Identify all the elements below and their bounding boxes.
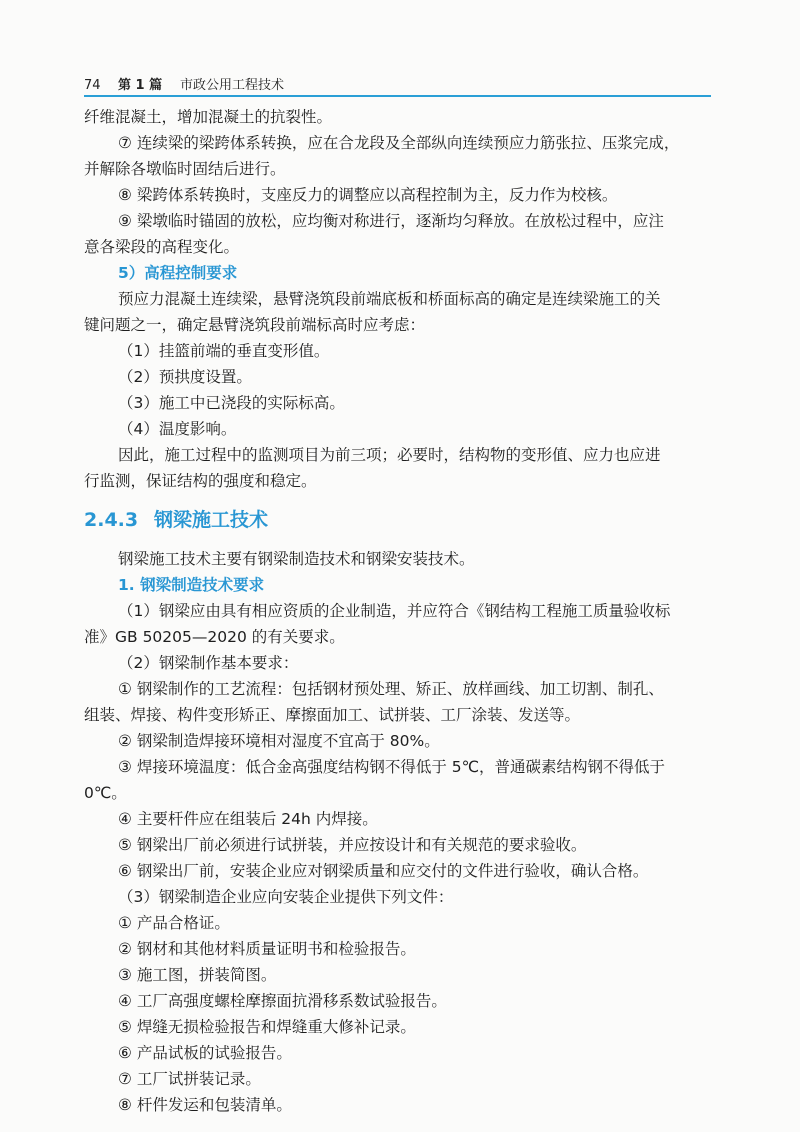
list-item: ⑧ 梁跨体系转换时，支座反力的调整应以高程控制为主，反力作为校核。 xyxy=(118,186,618,204)
section-heading xyxy=(84,504,268,536)
page-number: 74 xyxy=(84,78,101,93)
list-item: ⑦ 工厂试拼装记录。 xyxy=(118,1070,261,1088)
list-item: （4）温度影响。 xyxy=(118,420,237,438)
list-item: ⑨ 梁墩临时锚固的放松，应均衡对称进行，逐渐均匀释放。在放松过程中，应注 xyxy=(118,212,664,230)
paragraph-line: 行监测，保证结构的强度和稳定。 xyxy=(84,472,317,490)
list-item: ③ 施工图，拼装简图。 xyxy=(118,966,277,984)
list-item: ⑥ 产品试板的试验报告。 xyxy=(118,1044,292,1062)
section-number: 2.4.3 xyxy=(84,509,139,531)
paragraph-line: 因此，施工过程中的监测项目为前三项；必要时，结构物的变形值、应力也应进 xyxy=(118,446,661,464)
list-item: ④ 工厂高强度螺栓摩擦面抗滑移系数试验报告。 xyxy=(118,992,447,1010)
list-item: （1）挂篮前端的垂直变形值。 xyxy=(118,342,330,360)
list-item: ③ 焊接环境温度：低合金高强度结构钢不得低于 5℃，普通碳素结构钢不得低于 xyxy=(118,758,666,776)
running-header xyxy=(84,76,714,96)
subheading-elevation-control: 5）高程控制要求 xyxy=(118,264,238,282)
paragraph-line: 钢梁施工技术主要有钢梁制造技术和钢梁安装技术。 xyxy=(118,550,475,568)
list-item: ② 钢梁制造焊接环境相对湿度不宜高于 80%。 xyxy=(118,732,440,750)
list-item: ② 钢材和其他材料质量证明书和检验报告。 xyxy=(118,940,416,958)
list-item: （3）钢梁制造企业应向安装企业提供下列文件： xyxy=(118,888,454,906)
list-item: ① 产品合格证。 xyxy=(118,914,230,932)
paragraph-line: 组装、焊接、构件变形矫正、摩擦面加工、试拼装、工厂涂装、发送等。 xyxy=(84,706,581,724)
paragraph-line: 键问题之一，确定悬臂浇筑段前端标高时应考虑： xyxy=(84,316,426,334)
list-item: ⑥ 钢梁出厂前，安装企业应对钢梁质量和应交付的文件进行验收，确认合格。 xyxy=(118,862,649,880)
list-item: （2）预拱度设置。 xyxy=(118,368,252,386)
list-item: ① 钢梁制作的工艺流程：包括钢材预处理、矫正、放样画线、加工切割、制孔、 xyxy=(118,680,664,698)
list-item: ⑤ 焊缝无损检验报告和焊缝重大修补记录。 xyxy=(118,1018,416,1036)
book-title: 市政公用工程技术 xyxy=(180,78,285,93)
header-rule xyxy=(84,95,711,97)
list-item: ⑤ 钢梁出厂前必须进行试拼装，并应按设计和有关规范的要求验收。 xyxy=(118,836,587,854)
subheading-steel-manufacturing: 1. 钢梁制造技术要求 xyxy=(118,576,265,594)
list-item: ⑦ 连续梁的梁跨体系转换，应在合龙段及全部纵向连续预应力筋张拉、压浆完成， xyxy=(118,134,680,152)
paragraph-line: 并解除各墩临时固结后进行。 xyxy=(84,160,286,178)
paragraph-line: 意各梁段的高程变化。 xyxy=(84,238,240,256)
list-item: （1）钢梁应由具有相应资质的企业制造，并应符合《钢结构工程施工质量验收标 xyxy=(118,602,671,620)
list-item: （2）钢梁制作基本要求： xyxy=(118,654,299,672)
paragraph-line: 纤维混凝土，增加混凝土的抗裂性。 xyxy=(84,108,333,126)
part-label: 第 1 篇 xyxy=(118,78,163,93)
paragraph-line: 准》GB 50205—2020 的有关要求。 xyxy=(84,628,345,646)
paragraph-line: 预应力混凝土连续梁，悬臂浇筑段前端底板和桥面标高的确定是连续梁施工的关 xyxy=(118,290,661,308)
list-item: ⑧ 杆件发运和包装清单。 xyxy=(118,1096,292,1114)
list-item: ④ 主要杆件应在组装后 24h 内焊接。 xyxy=(118,810,378,828)
paragraph-line: 0℃。 xyxy=(84,784,127,802)
list-item: （3）施工中已浇段的实际标高。 xyxy=(118,394,345,412)
section-title: 钢梁施工技术 xyxy=(154,509,269,531)
